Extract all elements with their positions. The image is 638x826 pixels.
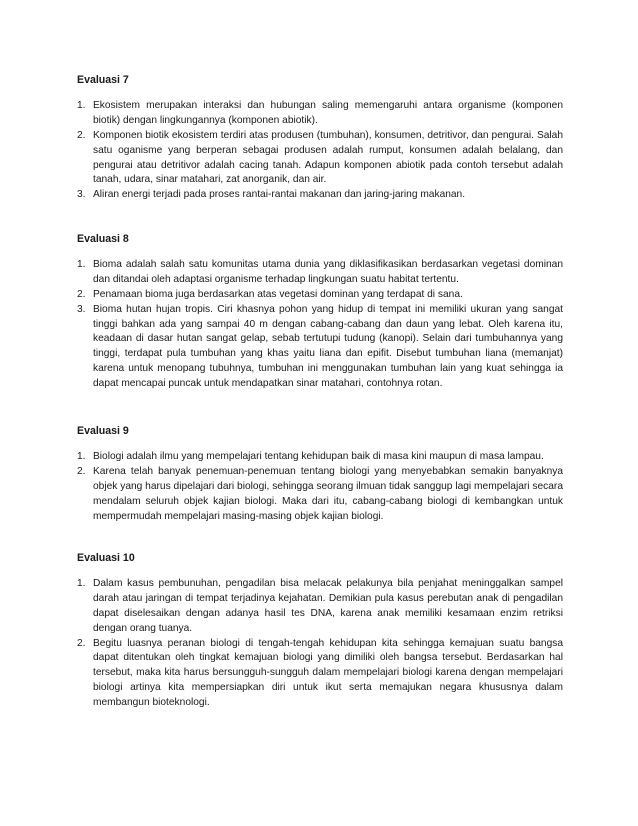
section-evaluasi-9 [77, 424, 563, 524]
section-heading: Evaluasi 8 [77, 233, 129, 245]
list-item [77, 129, 563, 189]
item-text: Ekosistem merupakan interaksi dan hubungan saling memengaruhi antara organisme (komponen biotik) dengan lingkungannya (komponen abiotik). [93, 99, 563, 126]
answer-list [77, 99, 563, 203]
section-evaluasi-7 [77, 73, 563, 203]
item-number: 3. [77, 189, 86, 201]
item-number: 1. [77, 99, 86, 111]
item-number: 3. [77, 303, 86, 315]
item-text: Bioma hutan hujan tropis. Ciri khasnya pohon yang hidup di tempat ini memiliki ukuran yang sangat tinggi bahkan ada yang sampai 40 m dengan cabang-cabang dan daun yang lebat. Oleh karena itu, keadaan di dasar hutan sangat gelap, sebab tertutupi tudung (kanopi). Selain dari tumbuhannya yang tinggi, terdapat pula tumbuhan yang khas yaitu liana dan epifit. Disebut tumbuhan liana (memanjat) karena untuk menopang tubuhnya, tumbuhan ini menggunakan tumbuhan lain yang kuat sehingga ia dapat mencapai puncak untuk mendapatkan sinar matahari, contohnya rotan. [93, 303, 563, 390]
item-number: 1. [77, 258, 86, 270]
section-heading: Evaluasi 10 [77, 552, 135, 564]
item-text: Karena telah banyak penemuan-penemuan tentang biologi yang menyebabkan semakin banyaknya objek yang harus dipelajari dari biologi, sehingga seorang ilmuan tidak sanggup lagi mempelajari secara mendalam seluruh objek kajian biologi. Maka dari itu, cabang-cabang biologi di kembangkan untuk mempermudah mempelajari masing-masing objek kajian biologi. [93, 465, 563, 522]
section-evaluasi-10 [77, 551, 563, 711]
answer-list [77, 258, 563, 392]
item-text: Dalam kasus pembunuhan, pengadilan bisa melacak pelakunya bila penjahat meninggalkan sampel darah atau jaringan di tempat terjadinya kejahatan. Demikian pula kasus perebutan anak di pengadilan dapat diselesaikan dengan adanya hasil tes DNA, karena anak memiliki kesamaan enzim retriksi dengan orang tuanya. [93, 577, 563, 634]
list-item [77, 450, 563, 465]
list-item [77, 258, 563, 288]
list-item [77, 188, 563, 203]
item-number: 1. [77, 450, 86, 462]
item-text: Aliran energi terjadi pada proses rantai-rantai makanan dan jaring-jaring makanan. [93, 189, 466, 201]
list-item [77, 303, 563, 392]
item-number: 2. [77, 129, 86, 141]
list-item [77, 577, 563, 637]
item-text: Biologi adalah ilmu yang mempelajari tentang kehidupan baik di masa kini maupun di masa lampau. [93, 450, 544, 462]
item-number: 2. [77, 465, 86, 477]
list-item [77, 288, 563, 303]
item-number: 2. [77, 637, 86, 649]
section-heading: Evaluasi 9 [77, 425, 129, 437]
answer-list [77, 577, 563, 711]
section-evaluasi-8 [77, 232, 563, 392]
item-number: 2. [77, 288, 86, 300]
section-heading: Evaluasi 7 [77, 74, 129, 86]
answer-list [77, 450, 563, 525]
list-item [77, 99, 563, 129]
list-item [77, 465, 563, 525]
item-text: Komponen biotik ekosistem terdiri atas produsen (tumbuhan), konsumen, detritivor, dan pengurai. Salah satu oganisme yang berperan sebagai produsen adalah rumput, konsumen adalah belalang, dan pengurai atau detritivor adalah cacing tanah. Adapun komponen abiotik pada contoh tersebut adalah tanah, udara, sinar matahari, zat anorganik, dan air. [93, 129, 563, 186]
item-text: Begitu luasnya peranan biologi di tengah-tengah kehidupan kita sehingga kemajuan suatu bangsa dapat ditentukan oleh tingkat kemajuan biologi yang dimiliki oleh bangsa tersebut. Berdasarkan hal tersebut, maka kita harus bersungguh-sungguh dalam mempelajari biologi karena dengan mempelajari biologi artinya kita mempersiapkan diri untuk ikut serta memajukan negara khususnya dalam membangun bioteknologi. [93, 637, 563, 709]
item-text: Penamaan bioma juga berdasarkan atas vegetasi dominan yang terdapat di sana. [93, 288, 463, 300]
list-item [77, 637, 563, 712]
item-text: Bioma adalah salah satu komunitas utama dunia yang diklasifikasikan berdasarkan vegetasi dominan dan ditandai oleh adaptasi organisme terhadap lingkungan suatu habitat tertentu. [93, 258, 563, 285]
item-number: 1. [77, 577, 86, 589]
